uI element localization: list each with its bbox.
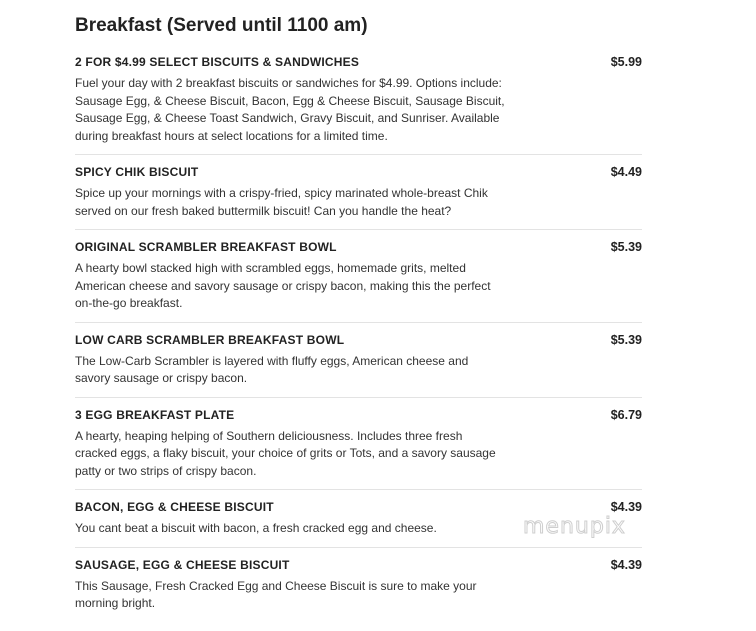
item-description [75, 578, 642, 613]
menu-item [75, 164, 642, 230]
description-line: on-the-go breakfast. [75, 296, 183, 310]
menu-item [75, 557, 642, 622]
description-line: patty or two strips of crispy bacon. [75, 463, 257, 478]
description-line: A hearty bowl stacked high with scrambled eggs, homemade grits, melted [75, 261, 466, 275]
menu-item [75, 239, 642, 323]
menu-item [75, 332, 642, 398]
item-description [75, 428, 642, 481]
menu-item-header [75, 557, 642, 573]
description-line: during breakfast hours at select locations for a limited time. [75, 128, 388, 143]
item-name: SAUSAGE, EGG & CHEESE BISCUIT [75, 557, 290, 572]
menu-item-header [75, 499, 642, 515]
item-name: 2 FOR $4.99 SELECT BISCUITS & SANDWICHES [75, 55, 360, 69]
description-line: The Low-Carb Scrambler is layered with fluffy eggs, American cheese and [75, 353, 469, 368]
item-price: $4.49 [610, 165, 642, 179]
section-title: Breakfast (Served until 1100 am) [75, 15, 368, 36]
item-price: $4.39 [610, 500, 642, 514]
item-name: BACON, EGG & CHEESE BISCUIT [75, 500, 274, 514]
description-line: A hearty, heaping helping of Southern deliciousness. Includes three fresh [75, 428, 463, 443]
item-price: $5.99 [610, 55, 642, 69]
description-line: Sausage Egg, & Cheese Biscuit, Bacon, Egg & Cheese Biscuit, Sausage Biscuit, [75, 93, 505, 108]
description-line: morning bright. [75, 596, 156, 610]
description-line: American cheese and savory sausage or crispy bacon, making this the perfect [75, 278, 491, 293]
item-name: 3 EGG BREAKFAST PLATE [75, 407, 235, 422]
item-description [75, 75, 642, 145]
item-description [75, 353, 642, 388]
description-line: Spice up your mornings with a crispy-fried, spicy marinated whole-breast Chik [75, 186, 488, 200]
menu-item-header [75, 407, 642, 423]
description-line: Fuel your day with 2 breakfast biscuits or sandwiches for $4.99. Options include: [75, 76, 502, 90]
description-line: This Sausage, Fresh Cracked Egg and Cheese Biscuit is sure to make your [75, 578, 477, 593]
item-name: SPICY CHIK BISCUIT [75, 165, 199, 179]
menu-item [75, 54, 642, 155]
description-line: savory sausage or crispy bacon. [75, 371, 248, 385]
menu-item-header [75, 164, 642, 180]
menu-item-header [75, 332, 642, 348]
menu-item-header [75, 54, 642, 70]
item-price: $4.39 [610, 557, 642, 572]
item-name: ORIGINAL SCRAMBLER BREAKFAST BOWL [75, 240, 337, 254]
item-price: $6.79 [610, 407, 642, 422]
item-description [75, 260, 642, 313]
menupix-watermark: menupix [523, 514, 626, 539]
item-price: $5.39 [610, 332, 642, 347]
item-name: LOW CARB SCRAMBLER BREAKFAST BOWL [75, 332, 345, 347]
description-line: Sausage Egg, & Cheese Toast Sandwich, Gravy Biscuit, and Sunriser. Available [75, 111, 500, 125]
item-price: $5.39 [610, 240, 642, 254]
description-line: You cant beat a biscuit with bacon, a fresh cracked egg and cheese. [75, 521, 437, 535]
menu-item [75, 407, 642, 491]
description-line: served on our fresh baked buttermilk biscuit! Can you handle the heat? [75, 203, 452, 218]
item-description [75, 185, 642, 220]
description-line: cracked eggs, a flaky biscuit, your choice of grits or Tots, and a savory sausage [75, 446, 496, 460]
menu-item-header [75, 239, 642, 255]
